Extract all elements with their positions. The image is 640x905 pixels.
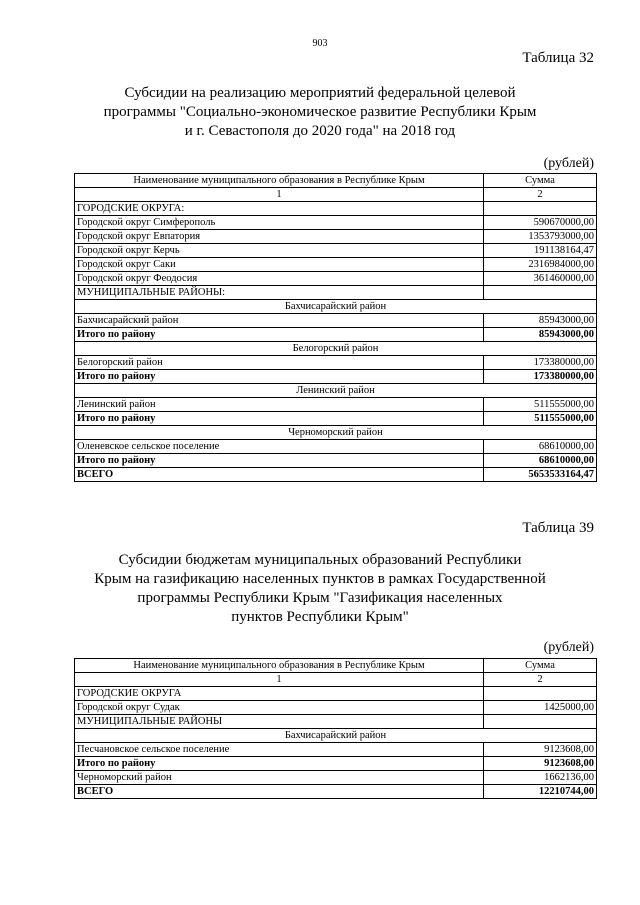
total-row bbox=[75, 785, 597, 799]
value-cell: 68610000,00 bbox=[484, 454, 597, 468]
table-row bbox=[75, 272, 597, 286]
section-row bbox=[75, 286, 597, 300]
value-cell: 1425000,00 bbox=[484, 701, 597, 715]
name-cell: Итого по району bbox=[75, 757, 484, 771]
district-header-row bbox=[75, 300, 597, 314]
total-row bbox=[75, 328, 597, 342]
table-39-units: (рублей) bbox=[543, 640, 594, 655]
header-row bbox=[75, 174, 597, 188]
name-cell: ВСЕГО bbox=[75, 785, 484, 799]
name-cell: Итого по району bbox=[75, 328, 484, 342]
name-cell: Белогорский район bbox=[75, 356, 484, 370]
column-number-cell: 2 bbox=[484, 188, 597, 202]
district-name-cell: Ленинский район bbox=[75, 384, 597, 398]
value-cell: 68610000,00 bbox=[484, 440, 597, 454]
name-cell: ГОРОДСКИЕ ОКРУГА bbox=[75, 687, 484, 701]
name-cell: Бахчисарайский район bbox=[75, 314, 484, 328]
section-row bbox=[75, 715, 597, 729]
table-39-title bbox=[70, 551, 570, 627]
table-row bbox=[75, 398, 597, 412]
value-cell: 1662136,00 bbox=[484, 771, 597, 785]
section-row bbox=[75, 687, 597, 701]
title-line: пунктов Республики Крым" bbox=[231, 609, 409, 625]
name-cell: Городской округ Феодосия bbox=[75, 272, 484, 286]
value-cell bbox=[484, 286, 597, 300]
table-row bbox=[75, 701, 597, 715]
page-number: 903 bbox=[312, 38, 328, 49]
value-cell: 511555000,00 bbox=[484, 412, 597, 426]
section-row bbox=[75, 202, 597, 216]
value-cell: 191138164,47 bbox=[484, 244, 597, 258]
value-cell: 85943000,00 bbox=[484, 314, 597, 328]
table-row bbox=[75, 356, 597, 370]
value-cell: 361460000,00 bbox=[484, 272, 597, 286]
value-cell bbox=[484, 687, 597, 701]
table-row bbox=[75, 314, 597, 328]
title-line: Крым на газификацию населенных пунктов в рамках Государственной bbox=[94, 571, 546, 587]
value-cell: 511555000,00 bbox=[484, 398, 597, 412]
total-row bbox=[75, 468, 597, 482]
table-32-body bbox=[75, 202, 597, 482]
total-row bbox=[75, 454, 597, 468]
table-row bbox=[75, 216, 597, 230]
name-cell: Городской округ Саки bbox=[75, 258, 484, 272]
table-39-body bbox=[75, 687, 597, 799]
table-row bbox=[75, 230, 597, 244]
header-sum-cell: Сумма bbox=[484, 174, 597, 188]
value-cell: 173380000,00 bbox=[484, 370, 597, 384]
column-number-cell: 1 bbox=[75, 188, 484, 202]
district-header-row bbox=[75, 342, 597, 356]
name-cell: Ленинский район bbox=[75, 398, 484, 412]
value-cell bbox=[484, 202, 597, 216]
name-cell: ВСЕГО bbox=[75, 468, 484, 482]
table-32-label: Таблица 32 bbox=[522, 50, 594, 66]
district-header-row bbox=[75, 729, 597, 743]
name-cell: МУНИЦИПАЛЬНЫЕ РАЙОНЫ bbox=[75, 715, 484, 729]
district-name-cell: Бахчисарайский район bbox=[75, 300, 597, 314]
name-cell: ГОРОДСКИЕ ОКРУГА: bbox=[75, 202, 484, 216]
name-cell: Черноморский район bbox=[75, 771, 484, 785]
value-cell: 5653533164,47 bbox=[484, 468, 597, 482]
header-name-cell: Наименование муниципального образования в Республике Крым bbox=[75, 174, 484, 188]
column-number-row bbox=[75, 673, 597, 687]
name-cell: Городской округ Судак bbox=[75, 701, 484, 715]
value-cell: 590670000,00 bbox=[484, 216, 597, 230]
name-cell: Итого по району bbox=[75, 412, 484, 426]
total-row bbox=[75, 370, 597, 384]
district-header-row bbox=[75, 384, 597, 398]
title-line: программы "Социально-экономическое развитие Республики Крым bbox=[103, 104, 537, 120]
value-cell bbox=[484, 715, 597, 729]
header-sum-cell: Сумма bbox=[484, 659, 597, 673]
column-number-row bbox=[75, 188, 597, 202]
district-name-cell: Белогорский район bbox=[75, 342, 597, 356]
table-row bbox=[75, 244, 597, 258]
table-32 bbox=[74, 173, 597, 482]
name-cell: Городской округ Керчь bbox=[75, 244, 484, 258]
name-cell: МУНИЦИПАЛЬНЫЕ РАЙОНЫ: bbox=[75, 286, 484, 300]
name-cell: Итого по району bbox=[75, 454, 484, 468]
name-cell: Песчановское сельское поселение bbox=[75, 743, 484, 757]
total-row bbox=[75, 412, 597, 426]
table-row bbox=[75, 743, 597, 757]
table-32-units: (рублей) bbox=[543, 156, 594, 171]
table-39 bbox=[74, 658, 597, 799]
value-cell: 9123608,00 bbox=[484, 757, 597, 771]
district-name-cell: Бахчисарайский район bbox=[75, 729, 597, 743]
value-cell: 173380000,00 bbox=[484, 356, 597, 370]
table-row bbox=[75, 258, 597, 272]
header-row bbox=[75, 659, 597, 673]
value-cell: 12210744,00 bbox=[484, 785, 597, 799]
title-line: и г. Севастополя до 2020 года" на 2018 год bbox=[184, 123, 456, 139]
name-cell: Оленевское сельское поселение bbox=[75, 440, 484, 454]
value-cell: 2316984000,00 bbox=[484, 258, 597, 272]
table-row bbox=[75, 440, 597, 454]
district-name-cell: Черноморский район bbox=[75, 426, 597, 440]
total-row bbox=[75, 757, 597, 771]
value-cell: 85943000,00 bbox=[484, 328, 597, 342]
column-number-cell: 1 bbox=[75, 673, 484, 687]
table-32-title bbox=[70, 84, 570, 141]
value-cell: 1353793000,00 bbox=[484, 230, 597, 244]
title-line: Субсидии на реализацию мероприятий федеральной целевой bbox=[124, 85, 516, 101]
title-line: программы Республики Крым "Газификация населенных bbox=[137, 590, 503, 606]
value-cell: 9123608,00 bbox=[484, 743, 597, 757]
column-number-cell: 2 bbox=[484, 673, 597, 687]
name-cell: Городской округ Симферополь bbox=[75, 216, 484, 230]
title-line: Субсидии бюджетам муниципальных образований Республики bbox=[118, 552, 522, 568]
name-cell: Итого по району bbox=[75, 370, 484, 384]
table-row bbox=[75, 771, 597, 785]
district-header-row bbox=[75, 426, 597, 440]
name-cell: Городской округ Евпатория bbox=[75, 230, 484, 244]
table-39-label: Таблица 39 bbox=[522, 520, 594, 536]
header-name-cell: Наименование муниципального образования в Республике Крым bbox=[75, 659, 484, 673]
